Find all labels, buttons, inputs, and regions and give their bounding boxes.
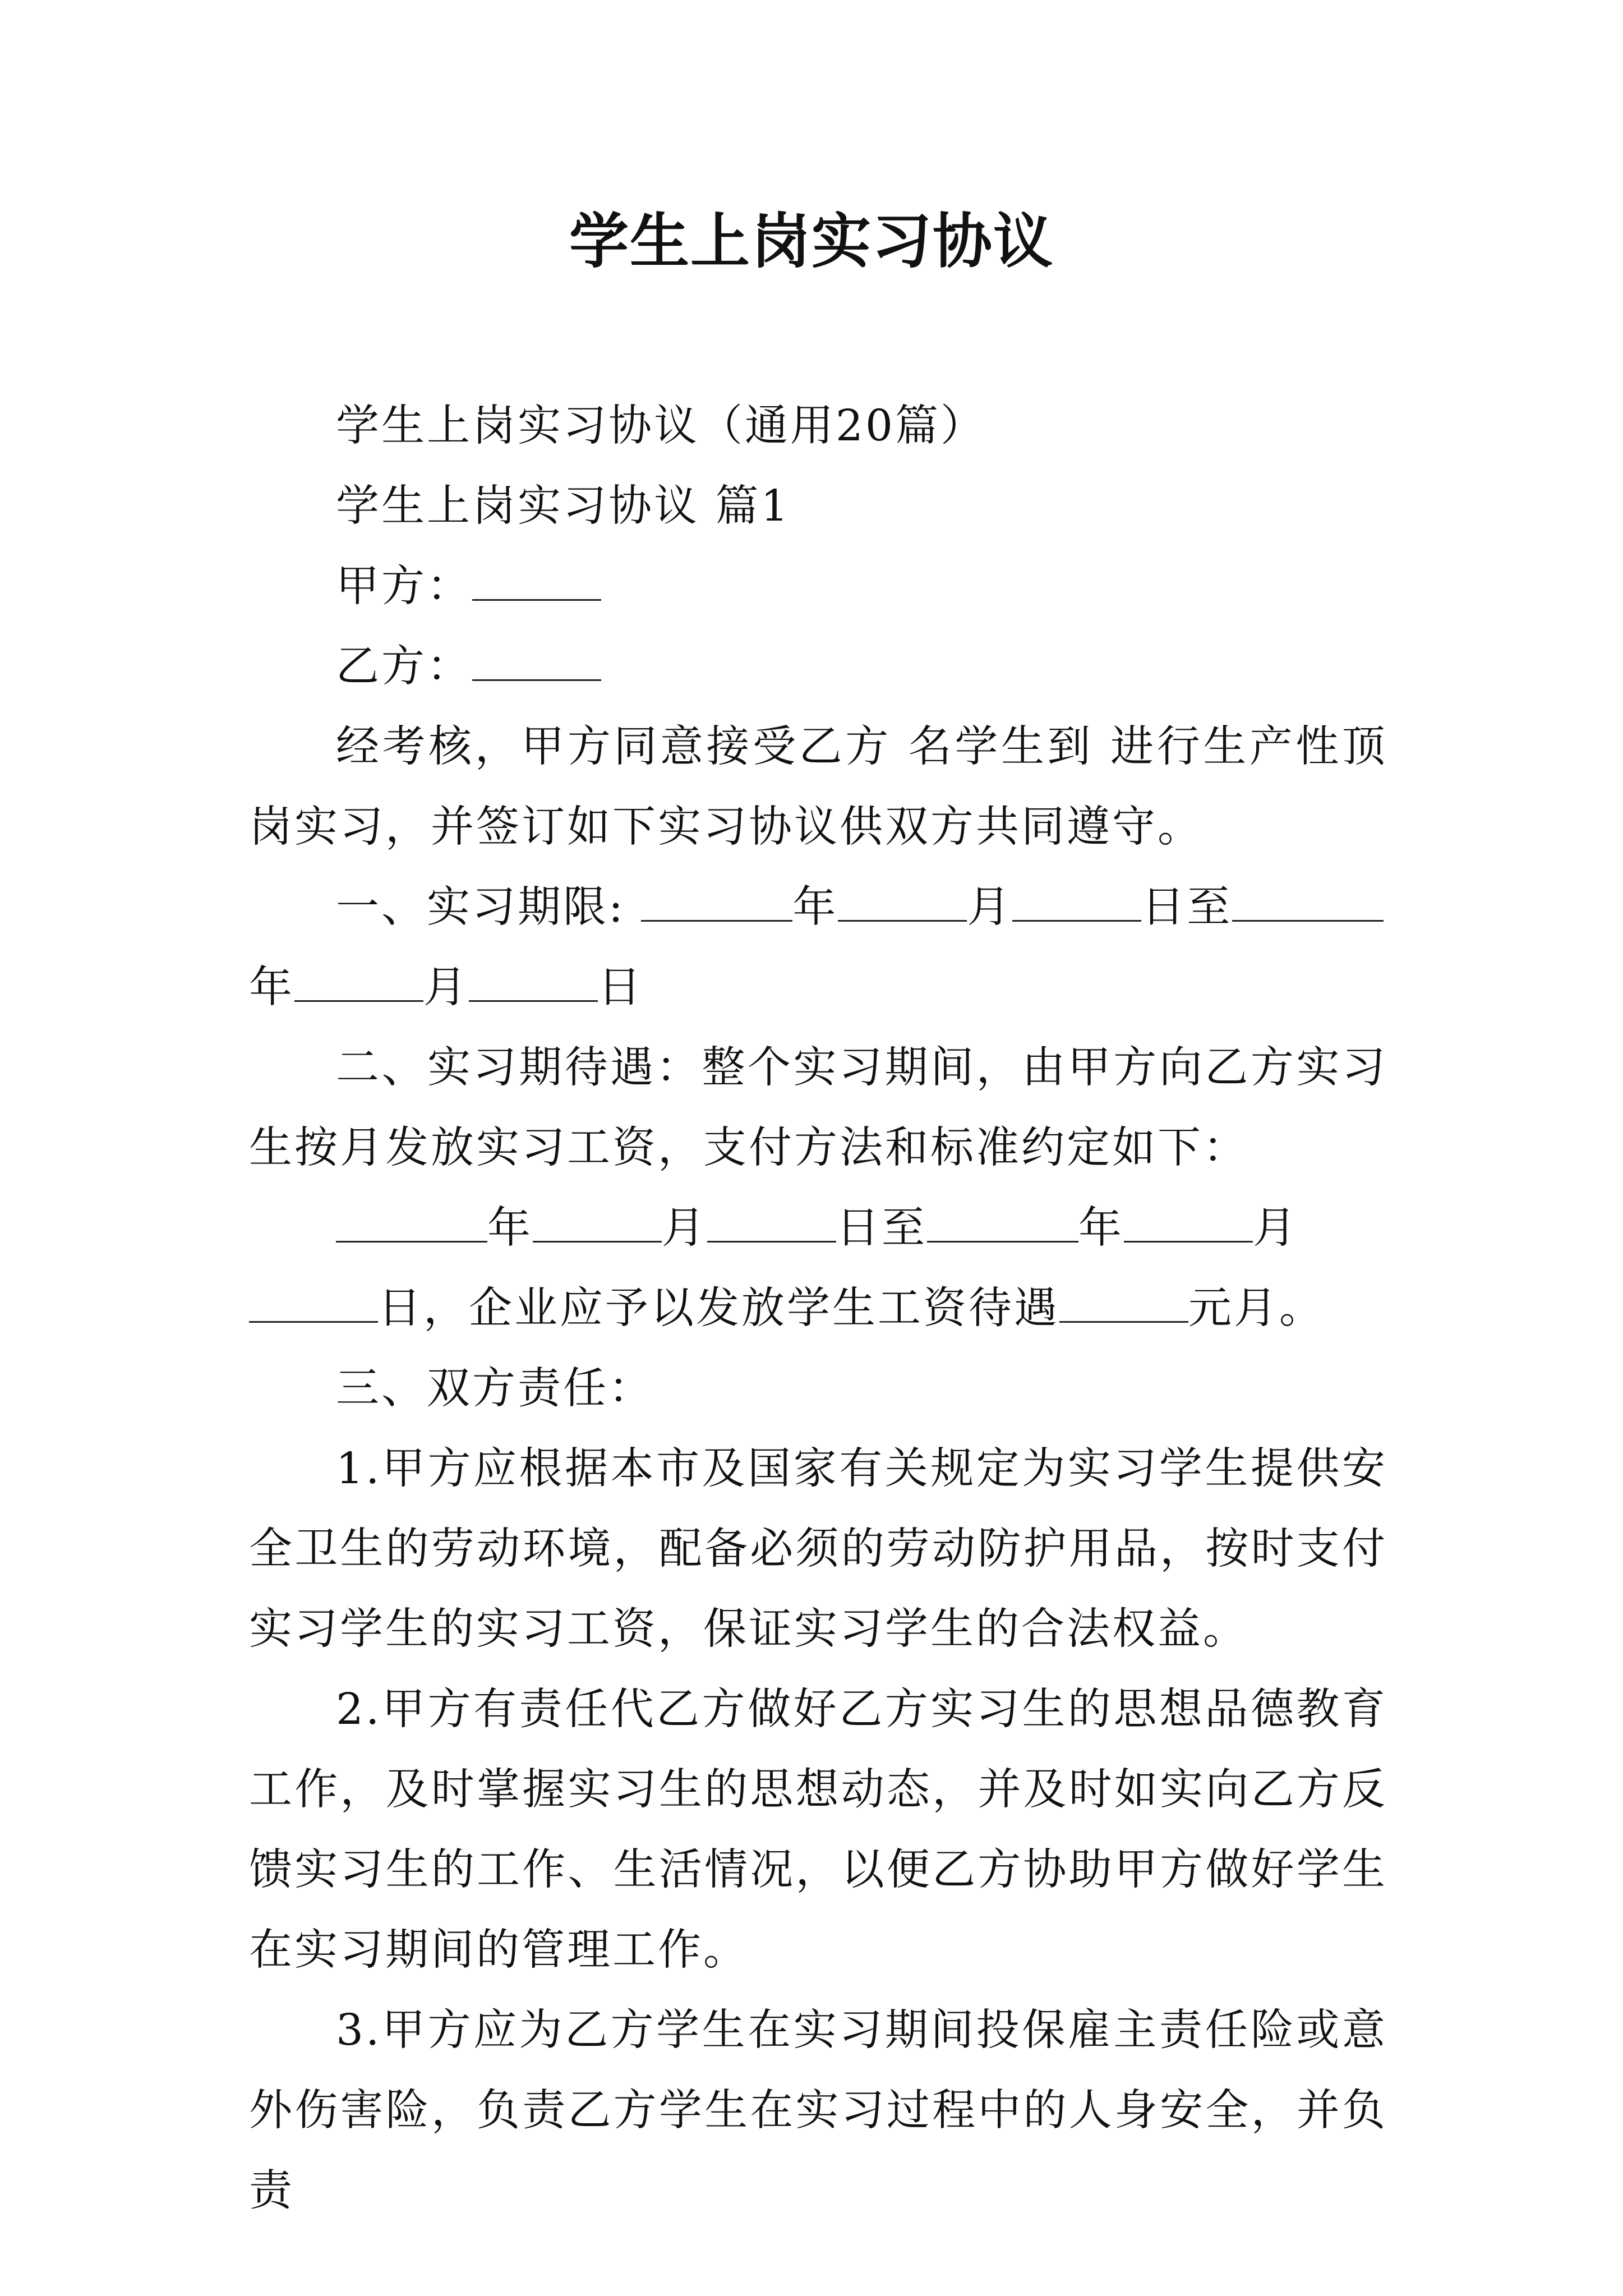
party-b-blank [472,639,601,681]
pay-dates-paragraph [249,1188,1387,1349]
term-day-to-word: 日至 [1141,882,1233,932]
party-a-label: 甲方： [336,562,472,611]
term-year-word: 年 [792,882,838,932]
term-end-month-word: 月 [423,963,469,1013]
intro-paragraph: 经考核，甲方同意接受乙方 名学生到 进行生产性顶岗实习，并签订如下实习协议供双方共同遵守。 [249,722,1387,852]
document-subtitle: 学生上岗实习协议（通用20篇） [336,401,986,451]
pay-end-day-blank [249,1281,378,1323]
pay-month-word: 月 [662,1203,707,1253]
pay-end-year-blank [927,1200,1078,1243]
pay-amount-blank [1059,1281,1188,1323]
pay-year-word: 年 [487,1203,533,1253]
pay-start-day-blank [707,1200,836,1243]
term-label: 一、实习期限: [336,882,642,932]
term-end-month-blank [294,960,423,1002]
term-start-month-blank [838,880,967,922]
party-b-label: 乙方： [336,642,472,692]
pay-end-year-word: 年 [1078,1203,1124,1253]
duties-heading: 三、双方责任： [336,1364,654,1414]
pay-day-enterprise-text: 日，企业应予以发放学生工资待遇 [378,1283,1059,1333]
clause-2: 2.甲方有责任代乙方做好乙方实习生的思想品德教育工作，及时掌握实习生的思想动态，并及时如实向乙方反馈实习生的工作、生活情况，以便乙方协助甲方做好学生在实习期间的管理工作。 [249,1685,1387,1975]
party-b-line [249,627,1387,707]
document-body [249,386,1387,2231]
pay-start-month-blank [533,1200,662,1243]
pay-end-month-word: 月 [1253,1203,1298,1253]
term-start-year-blank [641,880,792,922]
term-paragraph [249,867,1387,1028]
term-start-day-blank [1012,880,1141,922]
section-heading: 学生上岗实习协议 篇1 [336,481,791,531]
clause-1: 1.甲方应根据本市及国家有关规定为实习学生提供安全卫生的劳动环境，配备必须的劳动防护用品，按时支付实习学生的实习工资，保证实习学生的合法权益。 [249,1444,1387,1654]
clause-3: 3.甲方应为乙方学生在实习期间投保雇主责任险或意外伤害险，负责乙方学生在实习过程中的人身安全，并负责 [249,2005,1387,2216]
pay-end-month-blank [1124,1200,1253,1243]
pay-day-to-word: 日至 [836,1203,927,1253]
pay-paragraph: 二、实习期待遇：整个实习期间，由甲方向乙方实习生按月发放实习工资，支付方法和标准约定如下： [249,1043,1387,1173]
term-end-day-blank [469,960,598,1002]
party-a-blank [472,559,601,601]
party-a-line [249,546,1387,627]
term-end-day-word: 日 [598,963,643,1013]
document-title: 学生上岗实习协议 [569,206,1054,276]
pay-start-year-blank [336,1200,487,1243]
term-end-year-word: 年 [249,963,294,1013]
term-month-word: 月 [967,882,1013,932]
pay-unit-text: 元月。 [1188,1283,1325,1333]
term-end-year-blank [1232,880,1384,922]
